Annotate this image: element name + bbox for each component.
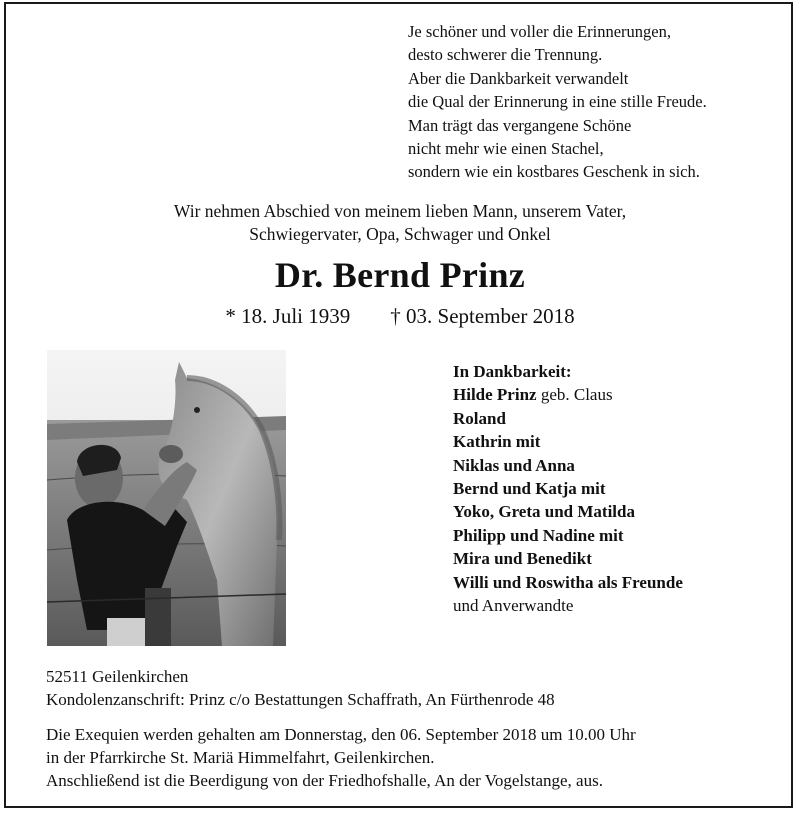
address-block: [46, 665, 555, 711]
condolence-address: Kondolenzanschrift: Prinz c/o Bestattungen Schaffrath, An Fürthenrode 48: [46, 690, 555, 709]
poem-line: Aber die Dankbarkeit verwandelt: [408, 68, 629, 88]
family-member: Willi und Roswitha als Freunde: [453, 572, 683, 592]
service-line: in der Pfarrkirche St. Mariä Himmelfahrt, Geilenkirchen.: [46, 748, 435, 767]
family-heading: In Dankbarkeit:: [453, 362, 572, 381]
birth-date: * 18. Juli 1939: [225, 304, 351, 328]
deceased-name: Dr. Bernd Prinz: [274, 255, 526, 295]
family-member: Yoko, Greta und Matilda: [453, 502, 635, 522]
portrait-photo: [47, 350, 286, 646]
poem-line: die Qual der Erinnerung in eine stille Freude.: [408, 92, 707, 112]
poem-line: Je schöner und voller die Erinnerungen,: [408, 22, 672, 41]
service-line: Anschließend ist die Beerdigung von der Friedhofshalle, An der Vogelstange, aus.: [46, 771, 603, 790]
service-info: [46, 723, 636, 792]
memorial-poem: [408, 20, 707, 184]
family-member: Roland: [453, 408, 506, 428]
life-dates: [0, 304, 800, 329]
family-member: Mira und Benedikt: [453, 549, 592, 569]
poem-line: sondern wie ein kostbares Geschenk in sich.: [408, 162, 700, 182]
family-list: [453, 360, 683, 617]
family-member: Philipp und Nadine mit: [453, 525, 624, 545]
intro-line: Schwiegervater, Opa, Schwager und Onkel: [249, 224, 551, 244]
wife-birthname: geb. Claus: [540, 385, 613, 405]
service-line: Die Exequien werden gehalten am Donnerstag, den 06. September 2018 um 10.00 Uhr: [46, 725, 636, 744]
family-member-wife: [453, 383, 683, 406]
city-line: 52511 Geilenkirchen: [46, 667, 189, 686]
family-closing: und Anverwandte: [453, 596, 574, 616]
family-member: Bernd und Katja mit: [453, 479, 606, 499]
intro-line: Wir nehmen Abschied von meinem lieben Mann, unserem Vater,: [173, 201, 627, 221]
poem-line: desto schwerer die Trennung.: [408, 45, 603, 65]
poem-line: nicht mehr wie einen Stachel,: [408, 139, 604, 159]
wife-name: Hilde Prinz: [453, 385, 537, 405]
family-member: Niklas und Anna: [453, 455, 575, 475]
death-date: † 03. September 2018: [390, 304, 575, 328]
poem-line: Man trägt das vergangene Schöne: [408, 115, 632, 135]
family-member: Kathrin mit: [453, 432, 541, 452]
farewell-intro: [0, 200, 800, 246]
